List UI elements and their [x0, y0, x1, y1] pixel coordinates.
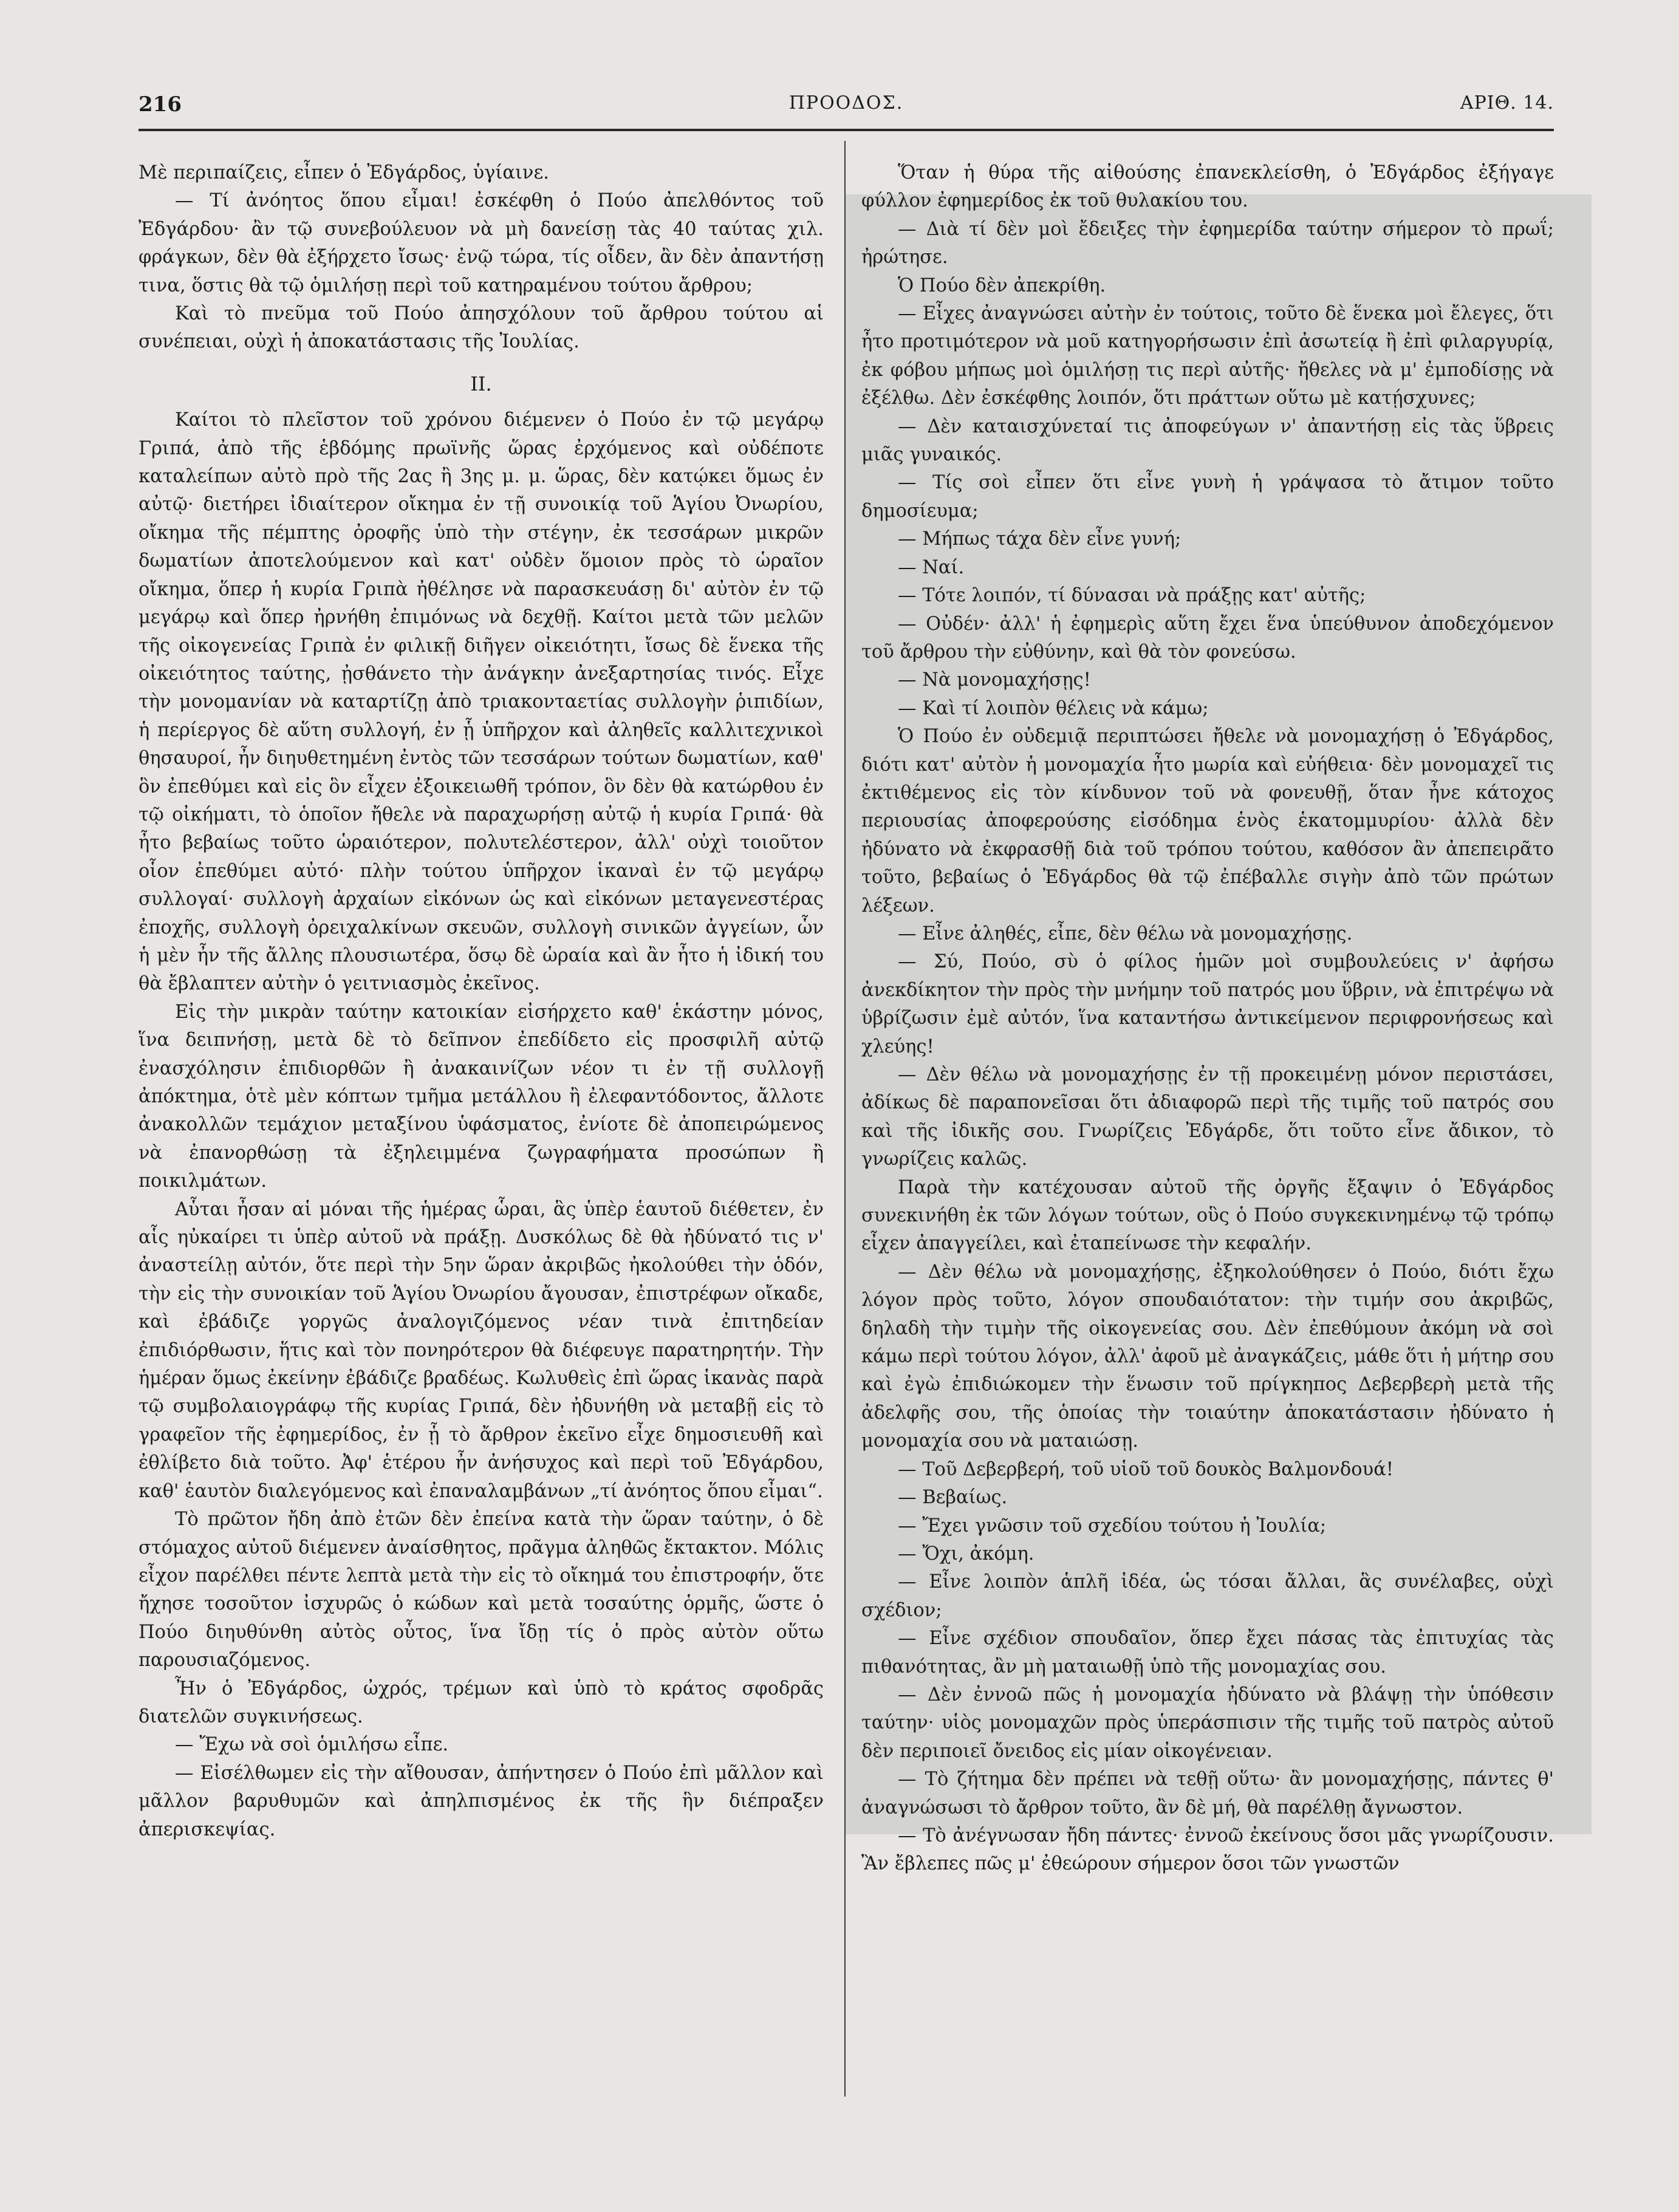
paragraph: — Δὲν ἐννοῶ πῶς ἡ μονομαχία ἠδύνατο νὰ βλάψῃ τὴν ὑπόθεσιν ταύτην· υἱὸς μονομαχῶν πρὸς ὑπεράσπισιν τῆς τιμῆς τοῦ πατρὸς αὐτοῦ δὲν περιποιεῖ ὄνειδος εἰς μίαν οἰκογένειαν. — [861, 1684, 1554, 1762]
paragraph: — Ἔχει γνῶσιν τοῦ σχεδίου τούτου ἡ Ἰουλία; — [898, 1515, 1327, 1537]
paragraph: — Τὸ ζήτημα δὲν πρέπει νὰ τεθῇ οὕτω· ἂν μονομαχήσῃς, πάντες θ' ἀναγνώσωσι τὸ ἄρθρον τοῦτο, ἂν δὲ μή, θὰ παρέλθῃ ἄγνωστον. — [861, 1769, 1554, 1818]
paragraph: — Τίς σοὶ εἶπεν ὅτι εἶνε γυνὴ ἡ γράψασα τὸ ἄτιμον τοῦτο δημοσίευμα; — [861, 472, 1554, 522]
page-number: 216 — [138, 92, 182, 117]
paragraph: — Εἶνε ἀληθές, εἶπε, δὲν θέλω νὰ μονομαχήσῃς. — [898, 923, 1353, 944]
paragraph: — Εἰσέλθωμεν εἰς τὴν αἴθουσαν, ἀπήντησεν ὁ Πούο ἐπὶ μᾶλλον καὶ μᾶλλον βαρυθυμῶν καὶ ἀπηλπισμένος ἐκ τῆς ἣν διέπραξεν ἀπερισκεψίας. — [138, 1762, 824, 1840]
paragraph: — Ὄχι, ἀκόμη. — [898, 1543, 1034, 1565]
paragraph: — Νὰ μονομαχήσῃς! — [898, 669, 1091, 691]
paragraph: — Τί ἀνόητος ὅπου εἶμαι! ἐσκέφθη ὁ Πούο ἀπελθόντος τοῦ Ἐδγάρδου· ἂν τῷ συνεβούλευον νὰ μὴ δανείσῃ τὰς 40 ταύτας χιλ. φράγκων, δὲν θὰ ἐξήρχετο ἴσως· ἐνῷ τώρα, τίς οἶδεν, ἂν δὲν ἀπαντήσῃ τινα, ὅστις θὰ τῷ ὁμιλήσῃ περὶ τοῦ κατηραμένου τούτου ἄρθρου; — [138, 190, 824, 296]
header-rule — [138, 129, 1554, 131]
paragraph: Καίτοι τὸ πλεῖστον τοῦ χρόνου διέμενεν ὁ Πούο ἐν τῷ μεγάρῳ Γριπά, ἀπὸ τῆς ἑβδόμης πρωϊνῆς ὥρας ἐρχόμενος καὶ οὐδέποτε καταλείπων αὐτὸ πρὸ τῆς 2ας ἢ 3ης μ. μ. ὥρας, δὲν κατῴκει ὅμως ἐν αὐτῷ· διετήρει ἰδιαίτερον οἴκημα ἐν τῇ συνοικίᾳ τοῦ Ἁγίου Ὀνωρίου, οἴκημα τῆς πέμπτης ὀροφῆς ὑπὸ τὴν στέγην, ἐκ τεσσάρων μικρῶν δωματίων ἀποτελούμενον καὶ κατ' οὐδὲν ὅμοιον πρὸς τὸ ὡραῖον οἴκημα, ὅπερ ἡ κυρία Γριπὰ ἠθέλησε νὰ παρασκευάσῃ δι' αὐτὸν ἐν τῷ μεγάρῳ καὶ ὅπερ ἠρνήθη ἐπιμόνως νὰ δεχθῇ. Καίτοι μετὰ τῶν μελῶν τῆς οἰκογενείας Γριπὰ ἐν φιλικῇ διῆγεν οἰκειότητι, ἴσως δὲ ἕνεκα τῆς οἰκειότητος ταύτης, ᾐσθάνετο τὴν ἀνάγκην ἀνεξαρτησίας τινός. Εἶχε τὴν μονομανίαν νὰ καταρτίζῃ ἀπὸ τριακονταετίας συλλογὴν ῥιπιδίων, ἡ περίεργος δὲ αὕτη συλλογή, ἐν ᾗ ὑπῆρχον καὶ ἀληθεῖς καλλιτεχνικοὶ θησαυροί, ἦν διηυθετημένη ἐντὸς τῶν τεσσάρων τούτων δωματίων, καθ' ὃν ἐπεθύμει καὶ εἰς ὃν εἶχεν ἐξοικειωθῆ τρόπον, ὃν δὲν θὰ κατώρθου ἐν τῷ οἰκήματι, τὸ ὁποῖον ἤθελε νὰ παραχωρήσῃ αὐτῷ ἡ κυρία Γριπά· θὰ ἦτο βεβαίως τοῦτο ὡραιότερον, πολυτελέστερον, ἀλλ' οὐχὶ τοιοῦτον οἷον ἐπεθύμει αὐτό· πλὴν τούτου ὑπῆρχον ἱκαναὶ ἐν τῷ μεγάρῳ συλλογαί· συλλογὴ ἀρχαίων εἰκόνων ὡς καὶ εἰκόνων μεταγενεστέρας ἐποχῆς, συλλογὴ ὀρειχαλκίνων σκευῶν, συλλογὴ σινικῶν ἀγγείων, ὧν ἡ μὲν ἦν τῆς ἄλλης πλουσιωτέρα, ὅσῳ δὲ ὡραία καὶ ἂν ἦτο ἡ ἰδική του θὰ ἔβλαπτεν αὐτὴν ὁ γειτνιασμὸς ἐκεῖνος. — [138, 409, 824, 995]
paragraph: — Σύ, Πούο, σὺ ὁ φίλος ἡμῶν μοὶ συμβουλεύεις ν' ἀφήσω ἀνεκδίκητον τὴν πρὸς τὴν μνήμην τοῦ πατρός μου ὕβριν, νὰ ἐπιτρέψω νὰ ὑβρίζωσιν ἐμὲ αὐτόν, ἵνα καταντήσω ἀντικείμενον περιφρονήσεως καὶ χλεύης! — [861, 951, 1554, 1057]
paragraph: Τὸ πρῶτον ἤδη ἀπὸ ἐτῶν δὲν ἐπείνα κατὰ τὴν ὥραν ταύτην, ὁ δὲ στόμαχος αὐτοῦ διέμενεν ἀναίσθητος, πρᾶγμα ἀληθῶς ἔκτακτον. Μόλις εἶχον παρέλθει πέντε λεπτὰ μετὰ τὴν εἰς τὸ οἴκημά του ἐπιστροφήν, ὅτε ἤχησε τοσοῦτον ἰσχυρῶς ὁ κώδων καὶ μετὰ τοσαύτης ὁρμῆς, ὥστε ὁ Πούο διηυθύνθη αὐτὸς οὗτος, ἵνα ἴδῃ τίς ὁ πρὸς αὐτὸν οὕτω παρουσιαζόμενος. — [138, 1509, 824, 1671]
paragraph: Εἰς τὴν μικρὰν ταύτην κατοικίαν εἰσήρχετο καθ' ἑκάστην μόνος, ἵνα δειπνήσῃ, μετὰ δὲ τὸ δεῖπνον ἐπεδίδετο εἰς προσφιλῆ αὐτῷ ἐνασχόλησιν ἐπιδιορθῶν ἢ ἀνακαινίζων νέον τι ἐν τῇ συλλογῇ ἀπόκτημα, ὁτὲ μὲν κόπτων τμῆμα μετάλλου ἢ ἐλεφαντόδοντος, ἄλλοτε ἀνακολλῶν τεμάχιον μεταξίνου ὑφάσματος, ἐνίοτε δὲ ἀποπειρώμενος νὰ ἐπανορθώσῃ τὰ ἐξηλειμμένα ζωγραφήματα προσώπων ἢ ποικιλμάτων. — [138, 1001, 824, 1192]
paragraph: — Δὲν θέλω νὰ μονομαχήσῃς ἐν τῇ προκειμένῃ μόνον περιστάσει, ἀδίκως δὲ παραπονεῖσαι ὅτι ἀδιαφορῶ περὶ τῆς τιμῆς τοῦ πατρός σου καὶ τῆς ἰδικῆς σου. Γνωρίζεις Ἐδγάρδε, ὅτι τοῦτο εἶνε ἄδικον, τὸ γνωρίζεις καλῶς. — [861, 1064, 1554, 1170]
paragraph: — Μήπως τάχα δὲν εἶνε γυνή; — [898, 528, 1181, 550]
paragraph: — Ναί. — [898, 556, 965, 578]
paragraph: Παρὰ τὴν κατέχουσαν αὐτοῦ τῆς ὀργῆς ἔξαψιν ὁ Ἐδγάρδος συνεκινήθη ἐκ τῶν λόγων τούτων, οὓς ὁ Πούο συγκεκινημένῳ τῷ τρόπῳ εἶχεν ἀπαγγείλει, καὶ ἐταπείνωσε τὴν κεφαλήν. — [861, 1176, 1554, 1255]
paragraph: — Οὐδέν· ἀλλ' ἡ ἐφημερὶς αὕτη ἔχει ἕνα ὑπεύθυνον ἀποδεχόμενον τοῦ ἄρθρου τὴν εὐθύνην, καὶ θὰ τὸν φονεύσω. — [861, 613, 1554, 663]
paragraph: — Τότε λοιπόν, τί δύνασαι νὰ πράξῃς κατ' αὐτῆς; — [898, 585, 1366, 607]
paragraph: — Εἶνε λοιπὸν ἁπλῆ ἰδέα, ὡς τόσαι ἄλλαι, ἃς συνέλαβες, οὐχὶ σχέδιον; — [861, 1571, 1554, 1621]
section-heading: ΙΙ. — [470, 372, 492, 395]
paragraph: Ὁ Πούο ἐν οὐδεμιᾷ περιπτώσει ἤθελε νὰ μονομαχήσῃ ὁ Ἐδγάρδος, διότι κατ' αὐτὸν ἡ μονομαχία ἦτο μωρία καὶ εὐήθεια· δὲν μονομαχεῖ τις ἐκτιθέμενος εἰς τὸν κίνδυνον τοῦ νὰ φονευθῇ, ὅταν ἦνε κάτοχος περιουσίας ἀποφερούσης εἰσόδημα ἑνὸς ἑκατομμυρίου· ἀλλὰ δὲν ἠδύνατο νὰ ἐκφρασθῇ διὰ τοῦ τρόπου τούτου, καθόσον ἂν ἀπεπειρᾶτο τοῦτο, βεβαίως ὁ Ἐδγάρδος θὰ τῷ ἐπέβαλλε σιγὴν ἀπὸ τῶν πρώτων λέξεων. — [861, 726, 1554, 917]
paragraph: — Δὲν καταισχύνεταί τις ἀποφεύγων ν' ἀπαντήσῃ εἰς τὰς ὕβρεις μιᾶς γυναικός. — [861, 415, 1554, 466]
paragraph: — Τὸ ἀνέγνωσαν ἤδη πάντες· ἐννοῶ ἐκείνους ὅσοι μᾶς γνωρίζουσιν. Ἂν ἔβλεπες πῶς μ' ἐθεώρουν σήμερον ὅσοι τῶν γνωστῶν — [861, 1825, 1554, 1875]
issue-number: ΑΡΙΘ. 14. — [1460, 92, 1554, 114]
paragraph: Ὅταν ἡ θύρα τῆς αἰθούσης ἐπανεκλείσθη, ὁ Ἐδγάρδος ἐξήγαγε φύλλον ἐφημερίδος ἐκ τοῦ θυλακίου του. — [861, 162, 1554, 212]
paragraph: — Τοῦ Δεβερβερή, τοῦ υἱοῦ τοῦ δουκὸς Βαλμονδουά! — [898, 1458, 1394, 1480]
paragraph: — Καὶ τί λοιπὸν θέλεις νὰ κάμω; — [898, 697, 1209, 719]
paragraph: — Ἔχω νὰ σοὶ ὁμιλήσω εἶπε. — [175, 1734, 449, 1756]
paragraph: Ὁ Πούο δὲν ἀπεκρίθη. — [898, 275, 1106, 296]
right-column — [861, 159, 1554, 1879]
paragraph: Καὶ τὸ πνεῦμα τοῦ Πούο ἀπησχόλουν τοῦ ἄρθρου τούτου αἱ συνέπειαι, οὐχὶ ἡ ἀποκατάστασις τῆς Ἰουλίας. — [138, 303, 824, 353]
paragraph: — Διὰ τί δὲν μοὶ ἔδειξες τὴν ἐφημερίδα ταύτην σήμερον τὸ πρωΐ; ἠρώτησε. — [861, 218, 1554, 268]
journal-title: ΠΡΟΟΔΟΣ. — [788, 92, 904, 114]
paragraph: Αὗται ἦσαν αἱ μόναι τῆς ἡμέρας ὧραι, ἃς ὑπὲρ ἑαυτοῦ διέθετεν, ἐν αἷς ηὐκαίρει τι ὑπὲρ αὐτοῦ νὰ πράξῃ. Δυσκόλως δὲ θὰ ἠδύνατό τις ν' ἀναστείλῃ αὐτόν, ὅτε περὶ τὴν 5ην ὥραν ἀκριβῶς ἠκολούθει τὴν ὁδόν, τὴν εἰς τὴν συνοικίαν τοῦ Ἁγίου Ὀνωρίου ἄγουσαν, ἐπιστρέφων οἴκαδε, καὶ ἐβάδιζε γοργῶς ἀναλογιζόμενος νέαν τινὰ ἐπιτηδείαν ἐπιδιόρθωσιν, ἥτις καὶ τὸν πονηρότερον θὰ διέφευγε παρατηρητήν. Τὴν ἡμέραν ὅμως ἐκείνην ἐβάδιζε βραδέως. Κωλυθεὶς ἐπὶ ὥρας ἱκανὰς παρὰ τῷ συμβολαιογράφῳ τῆς κυρίας Γριπά, δὲν ἠδυνήθη νὰ μεταβῇ εἰς τὸ γραφεῖον τῆς ἐφημερίδος, ἐν ᾗ τὸ ἄρθρον ἐκεῖνο εἶχε δημοσιευθῆ καὶ ἐθλίβετο διὰ τοῦτο. Ἀφ' ἑτέρου ἦν ἀνήσυχος καὶ περὶ τοῦ Ἐδγάρδου, καθ' ἑαυτὸν διαλεγόμενος καὶ ἐπαναλαμβάνων „τί ἀνόητος ὅπου εἶμαι“. — [138, 1198, 824, 1502]
paragraph: — Δὲν θέλω νὰ μονομαχήσῃς, ἐξηκολούθησεν ὁ Πούο, διότι ἔχω λόγον πρὸς τοῦτο, λόγον σπουδαιότατον: τὴν τιμήν σου ἀκριβῶς, δηλαδὴ τὴν τιμὴν τῆς οἰκογενείας σου. Δὲν ἐπεθύμουν ἀκόμη νὰ σοὶ κάμω περὶ τούτου λόγον, ἀλλ' ἀφοῦ μὲ ἀναγκάζεις, μάθε ὅτι ἡ μήτηρ σου καὶ ἐγὼ ἐπιδιώκομεν τὴν ἕνωσιν τοῦ πρίγκηπος Δεβερβερὴ μετὰ τῆς ἀδελφῆς σου, τῆς ὁποίας τὴν τοιαύτην ἀποκατάστασιν ἠδύνατο ἡ μονομαχία σου νὰ ματαιώσῃ. — [861, 1261, 1554, 1452]
paragraph: Μὲ περιπαίζεις, εἶπεν ὁ Ἐδγάρδος, ὑγίαινε. — [138, 162, 549, 183]
page-header — [138, 92, 1554, 129]
column-divider — [844, 141, 846, 2097]
paragraph: — Βεβαίως. — [898, 1487, 1008, 1509]
paragraph: Ἦν ὁ Ἐδγάρδος, ὠχρός, τρέμων καὶ ὑπὸ τὸ κράτος σφοδρᾶς διατελῶν συγκινήσεως. — [138, 1678, 824, 1727]
paragraph: — Εἶχες ἀναγνώσει αὐτὴν ἐν τούτοις, τοῦτο δὲ ἕνεκα μοὶ ἔλεγες, ὅτι ἦτο προτιμότερον νὰ μοῦ κατηγορήσωσιν ἐπὶ ἀσωτείᾳ ἢ ἐπὶ φιλαργυρίᾳ, ἐκ φόβου μήπως μοὶ ὁμιλήσῃ τις περὶ αὐτῆς· ἤθελες νὰ μ' ἐμποδίσῃς νὰ ἐξέλθω. Δὲν ἐσκέφθης λοιπόν, ὅτι πράττων οὕτω μὲ κατῄσχυνες; — [861, 303, 1554, 409]
paragraph: — Εἶνε σχέδιον σπουδαῖον, ὅπερ ἔχει πάσας τὰς ἐπιτυχίας τὰς πιθανότητας, ἂν μὴ ματαιωθῇ ὑπὸ τῆς μονομαχίας σου. — [861, 1628, 1554, 1678]
left-column — [138, 159, 824, 1844]
